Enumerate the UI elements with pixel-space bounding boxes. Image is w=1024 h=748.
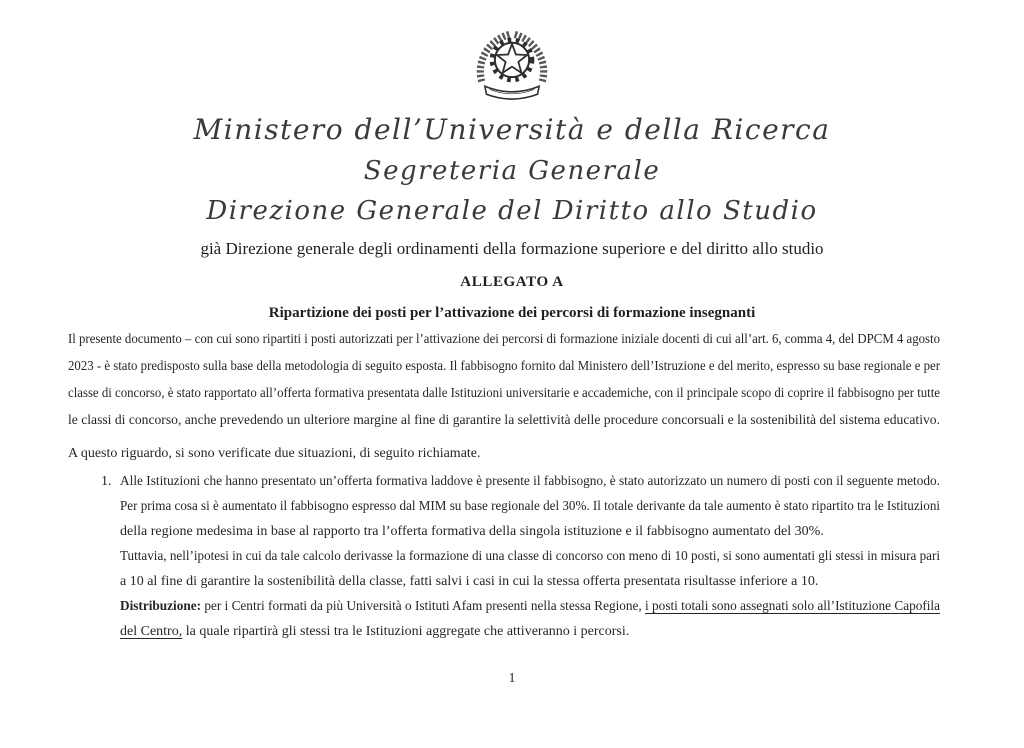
list-item-line-del-centro: [120, 619, 940, 644]
list-item-line: Tuttavia, nell’ipotesi in cui da tale calcolo derivasse la formazione di una classe di concorso con meno di 10 posti, si sono aumentati gli stessi in misura pari: [120, 549, 940, 564]
intro-line: Il presente documento – con cui sono ripartiti i posti autorizzati per l’attivazione dei percorsi di formazione iniziale docenti di cui all’art. 6, comma 4, del DPCM 4 agosto: [68, 332, 940, 347]
directorate-name: Direzione Generale del Diritto allo Studio: [206, 196, 818, 226]
second-paragraph-line: A questo riguardo, si sono verificate due situazioni, di seguito richiamate.: [68, 446, 481, 461]
italy-republic-emblem-icon: [464, 24, 560, 107]
ministry-name: Ministero dell’Università e della Ricerca: [193, 113, 831, 146]
document-title: Ripartizione dei posti per l’attivazione dei percorsi di formazione insegnanti: [268, 305, 756, 321]
list-item-1: [101, 469, 940, 644]
list-item-line: Alle Istituzioni che hanno presentato un’offerta formativa laddove è presente il fabbisogno, è stato autorizzato un numero di posti con il seguente metodo.: [120, 474, 940, 489]
second-paragraph: [68, 440, 940, 467]
secretariat-name: Segreteria Generale: [363, 156, 661, 186]
intro-line: 2023 - è stato predisposto sulla base della metodologia di seguito esposta. Il fabbisogno fornito dal Ministero dell’Istruzione e del merito, espresso su base regionale e per: [68, 359, 940, 374]
list-item-line: Per prima cosa si è aumentato il fabbisogno espresso dal MIM su base regionale del 30%. Il totale derivante da tale aumento è stato ripartito tra le Istituzioni: [120, 499, 940, 514]
list-item-number: 1.: [101, 474, 112, 489]
underlined-assignment-text: i posti totali sono assegnati solo all’Istituzione Capofila: [645, 599, 940, 614]
intro-line: classe di concorso, è stato rapportato all’offerta formativa presentata dalle Istituzioni universitarie e accademiche, con il principale scopo di coprire il fabbisogno per tutte: [68, 386, 940, 401]
distribuzione-text: per i Centri formati da più Università o Istituti Afam presenti nella stessa Regione,: [201, 599, 646, 614]
former-directorate-name: già Direzione generale degli ordinamenti della formazione superiore e del diritto allo studio: [200, 239, 824, 258]
annex-label: ALLEGATO A: [460, 274, 564, 290]
list-item-line-distribuzione: [120, 594, 940, 619]
page-number: 1: [508, 670, 516, 685]
intro-line: le classi di concorso, anche prevedendo un ulteriore margine al fine di garantire la selettività delle procedure concorsuali e la sostenibilità del sistema educativo.: [68, 413, 940, 428]
intro-paragraph: [68, 326, 940, 434]
list-item-line: a 10 al fine di garantire la sostenibilità della classe, fatti salvi i casi in cui la stessa offerta presentata risultasse inferiore a 10.: [120, 574, 819, 589]
list-item-line: della regione medesima in base al rapporto tra l’offerta formativa della singola istituzione e il fabbisogno aumentato del 30%.: [120, 524, 824, 539]
del-centro-text: la quale ripartirà gli stessi tra le Istituzioni aggregate che attiveranno i percorsi.: [182, 624, 630, 639]
list-item-body: [120, 469, 940, 644]
document-page: [0, 24, 1024, 748]
distribuzione-label: Distribuzione:: [120, 599, 202, 614]
underlined-del-centro: del Centro,: [120, 624, 183, 639]
